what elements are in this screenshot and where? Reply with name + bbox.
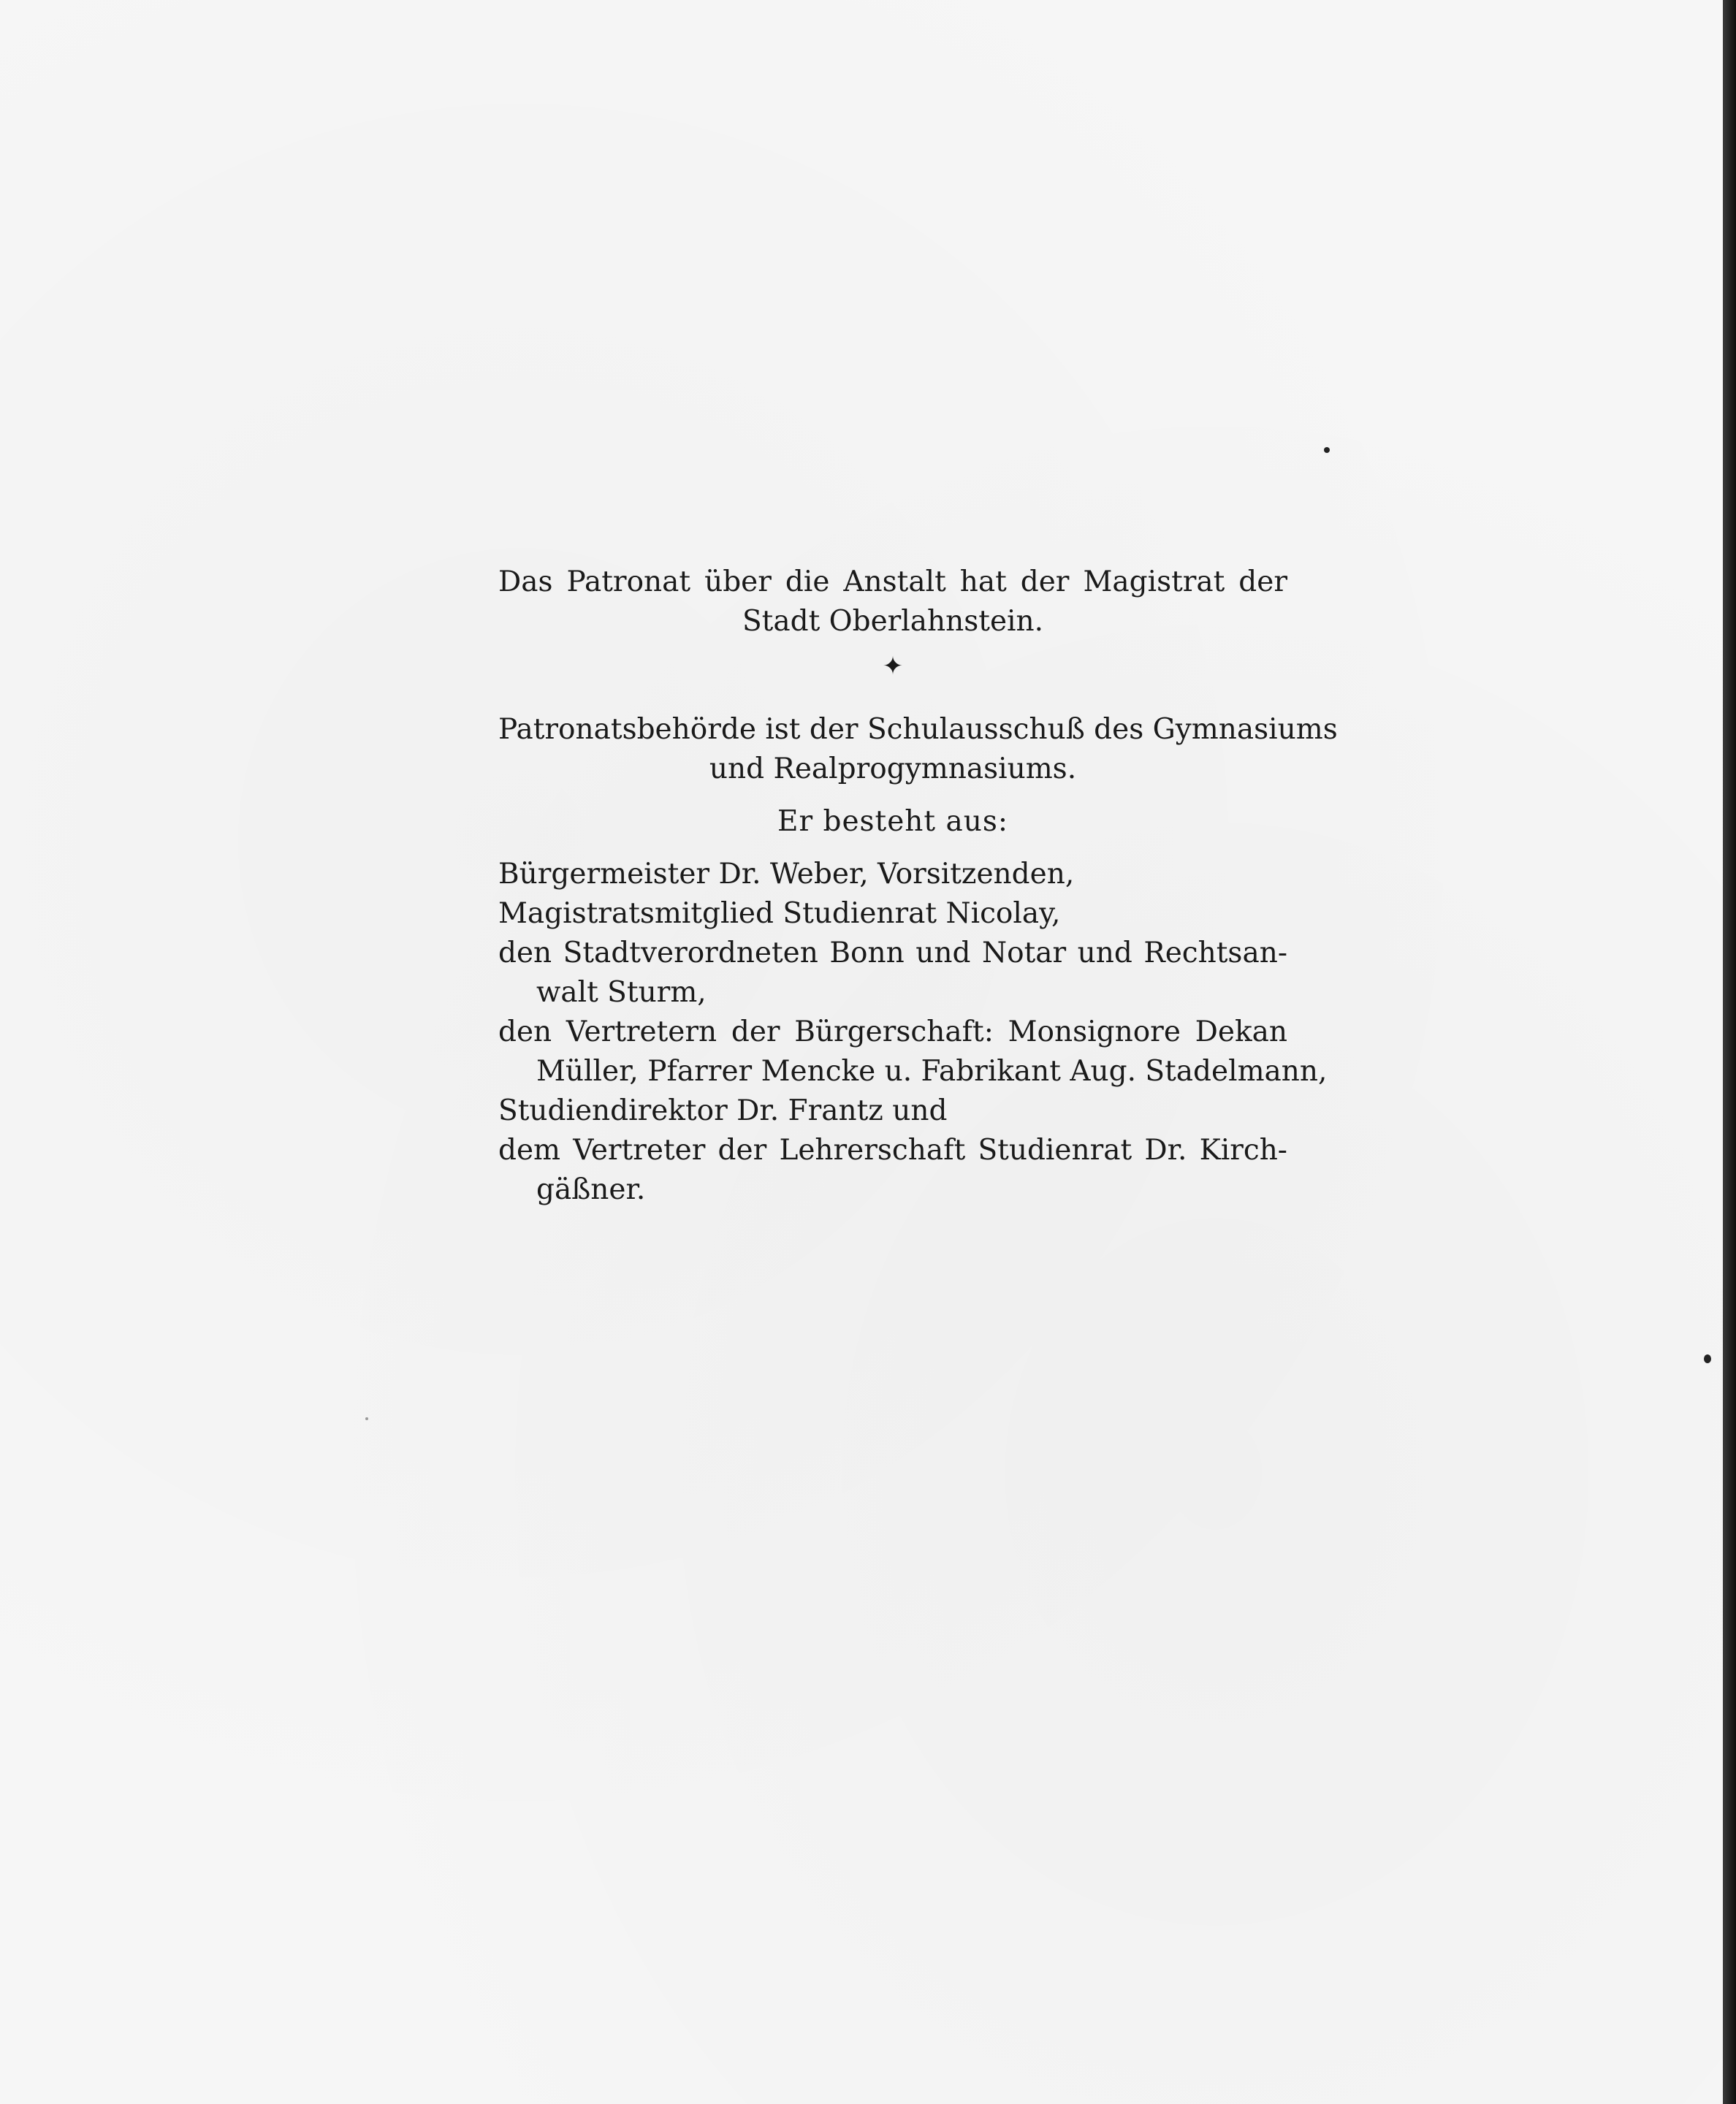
member-line: gäßner.	[536, 1173, 646, 1206]
scan-edge-shadow	[1723, 0, 1736, 2104]
member-line: Studiendirektor Dr. Frantz und	[498, 1094, 948, 1127]
document-body	[498, 563, 1338, 1210]
behoerde-line-1: Patronatsbehörde ist der Schulausschuß des Gymnasiums	[498, 713, 1338, 746]
behoerde-paragraph	[498, 710, 1338, 789]
member-line: Müller, Pfarrer Mencke u. Fabrikant Aug. Stadelmann,	[536, 1055, 1328, 1088]
member-line: walt Sturm,	[536, 976, 707, 1009]
patronat-paragraph	[498, 563, 1287, 641]
patronat-line-1: Das Patronat über die Anstalt hat der Magistrat der	[498, 565, 1287, 598]
member-list	[498, 855, 1328, 1210]
patronat-line-2: Stadt Oberlahnstein.	[742, 605, 1044, 638]
member-line: den Stadtverordneten Bonn und Notar und Rechtsan-	[498, 937, 1287, 969]
member-line: dem Vertreter der Lehrerschaft Studienrat Dr. Kirch-	[498, 1134, 1287, 1167]
member-line: Bürgermeister Dr. Weber, Vorsitzenden,	[498, 858, 1075, 891]
ink-speck	[1324, 447, 1330, 453]
member-line: Magistratsmitglied Studienrat Nicolay,	[498, 897, 1061, 930]
ornament-star-icon: ✦	[882, 652, 904, 681]
ink-speck	[365, 1417, 368, 1420]
member-line: den Vertretern der Bürgerschaft: Monsignore Dekan	[498, 1015, 1287, 1048]
ink-speck	[1704, 1354, 1711, 1363]
behoerde-line-2: und Realprogymnasiums.	[709, 752, 1077, 785]
section-subheading: Er besteht aus:	[777, 805, 1009, 838]
